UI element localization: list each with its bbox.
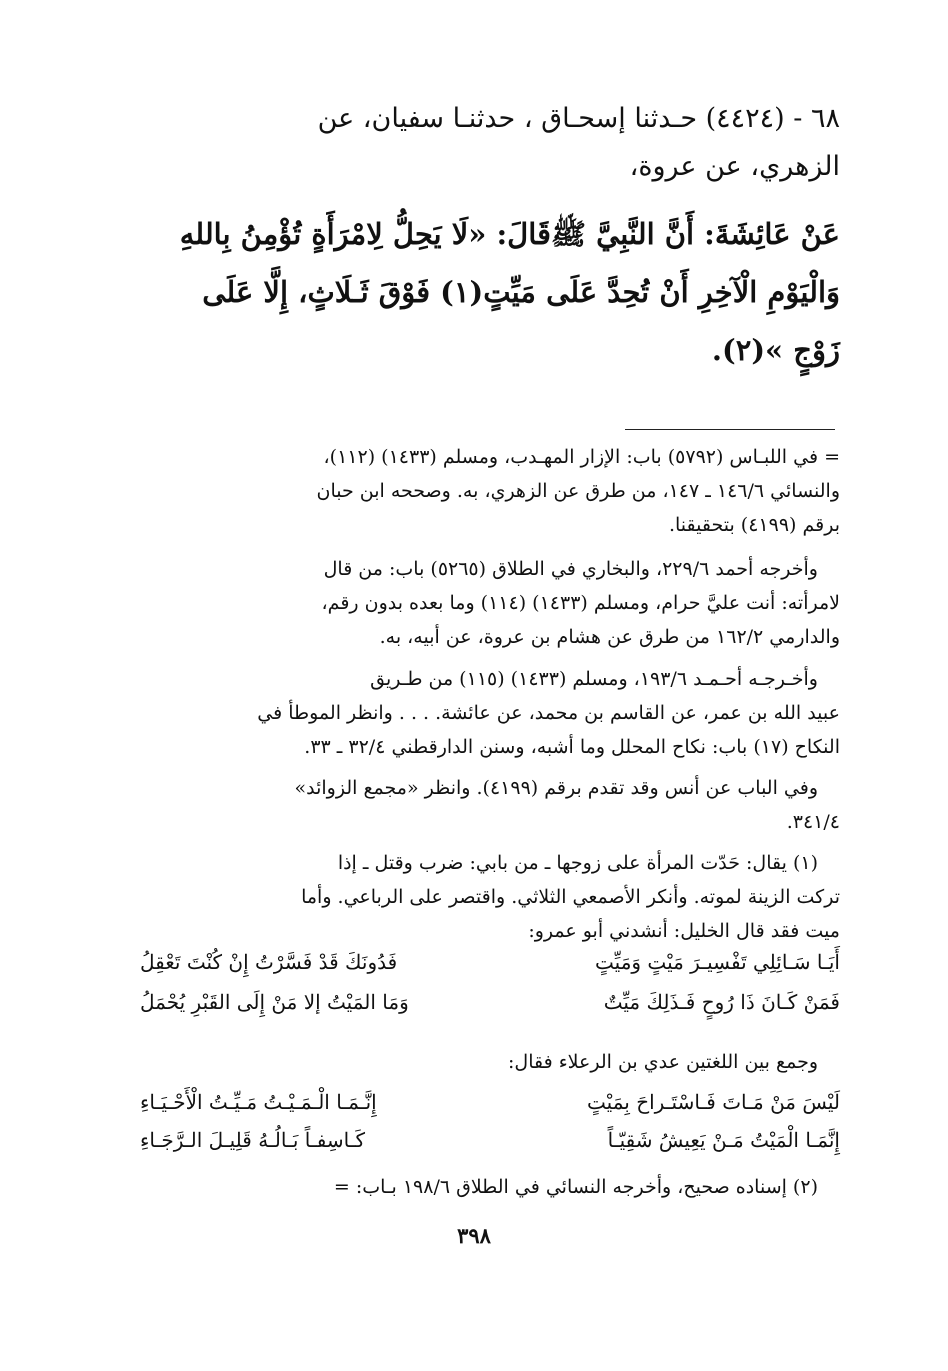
footnote-line: لامرأته: أنت عليَّ حرام، ومسلم (١٤٣٣) (١١٤) وما بعده بدون رقم، bbox=[321, 592, 840, 614]
hadith-body-line: عَنْ عَائِشَةَ: أَنَّ النَّبِيَّ ﷺقَالَ: «لَا يَحِلُّ لِامْرَأَةٍ تُؤْمِنُ بِاللهِ bbox=[179, 217, 840, 251]
footnote-line: ٣٤١/٤. bbox=[786, 811, 840, 833]
verse-hemistich: كَـاسِفـاً بَـالُـهُ قَلِيـلَ الـرَّجَـاءِ bbox=[140, 1128, 366, 1152]
verse-hemistich: لَيْسَ مَنْ مَـاتَ فَـاسْتَـراحَ بِمَيْتٍ bbox=[587, 1090, 840, 1114]
footnote-line: والدارمي ١٦٢/٢ من طرق عن هشام بن عروة، عن أبيه، به. bbox=[379, 626, 840, 648]
hadith-header-line: ٦٨ - (٤٤٢٤) حـدثنا إسحـاق ، حدثنـا سفيان، عن bbox=[317, 103, 840, 134]
footnote-line: عبيد الله بن عمر، عن القاسم بن محمد، عن عائشة. . . . وانظر الموطأ في bbox=[257, 702, 840, 724]
footnote-line: وفي الباب عن أنس وقد تقدم برقم (٤١٩٩). وانظر «مجمع الزوائد» bbox=[294, 777, 818, 799]
verse-hemistich: وَمَا المَيْتُ إلا مَنْ إِلَى القَبْرِ يُحْمَلُ bbox=[140, 990, 409, 1014]
footnote-line: = في اللبـاس (٥٧٩٢) باب: الإزار المهـدب، ومسلم (١٤٣٣) (١١٢)، bbox=[323, 446, 840, 468]
page-number: ٣٩٨ bbox=[457, 1223, 491, 1248]
footnote-line: وأخـرجـه أحـمـد ١٩٣/٦، ومسلم (١٤٣٣) (١١٥) من طـريق bbox=[370, 668, 818, 690]
poem-verse bbox=[140, 950, 840, 984]
footnote-line: تركت الزينة لموته. وأنكر الأصمعي الثلاثي. واقتصر على الرباعي. وأما bbox=[301, 886, 840, 908]
verse-hemistich: فَمَنْ كَـانَ ذَا رُوحٍ فَـذَلِكَ مَيِّتٌ bbox=[603, 990, 840, 1014]
hadith-body-line: زَوْجٍ »(٢). bbox=[711, 333, 840, 367]
footnote-line: وأخرجه أحمد ٢٢٩/٦، والبخاري في الطلاق (٥٢٦٥) باب: من قال bbox=[323, 558, 818, 580]
hadith-body-line: وَالْيَوْمِ الْآخِرِ أَنْ تُحِدَّ عَلَى مَيِّتٍ(١) فَوْقَ ثَـلَاثٍ، إِلَّا عَلَى bbox=[202, 275, 840, 309]
footnote-separator bbox=[625, 429, 835, 430]
verse-hemistich: أَيَـا سَـائِلِي تَفْسِيـرَ مَيْتٍ وَمَيِّتٍ bbox=[595, 950, 840, 974]
verse-hemistich: إِنَّـمَـا الْـمَـيْـتُ مَـيِّـتُ الْأَحْـيَـاءِ bbox=[140, 1090, 377, 1114]
hadith-header-line: الزهري، عن عروة، bbox=[629, 151, 840, 182]
footnote-line: النكاح (١٧) باب: نكاح المحلل وما أشبه، وسنن الدارقطني ٣٢/٤ ـ ٣٣. bbox=[304, 736, 840, 758]
poem-verse bbox=[140, 1090, 840, 1124]
footnote-line: والنسائي ١٤٦/٦ ـ ١٤٧، من طرق عن الزهري، به. وصححه ابن حبان bbox=[316, 480, 840, 502]
poem-verse bbox=[140, 990, 840, 1024]
verse-hemistich: فَدُونَكَ قَدْ فَسَّرْتُ إِنْ كُنْتَ تَعْقِلُ bbox=[140, 950, 398, 974]
footnote-line: (٢) إسناده صحيح، وأخرجه النسائي في الطلاق ١٩٨/٦ بـاب: = bbox=[333, 1176, 818, 1198]
poem-verse bbox=[140, 1128, 840, 1162]
footnote-line: ميت فقد قال الخليل: أنشدني أبو عمرو: bbox=[528, 920, 840, 942]
footnote-line: وجمع بين اللغتين عدي بن الرعلاء فقال: bbox=[508, 1051, 818, 1073]
footnote-line: (١) يقال: حَدّت المرأة على زوجها ـ من بابي: ضرب وقتل ـ إذا bbox=[337, 852, 818, 874]
verse-hemistich: إِنَّمَـا الْمَيْتُ مَـنْ يَعِيشُ شَقِيّـاً bbox=[607, 1128, 840, 1152]
footnote-line: برقم (٤١٩٩) بتحقيقنا. bbox=[668, 514, 840, 536]
